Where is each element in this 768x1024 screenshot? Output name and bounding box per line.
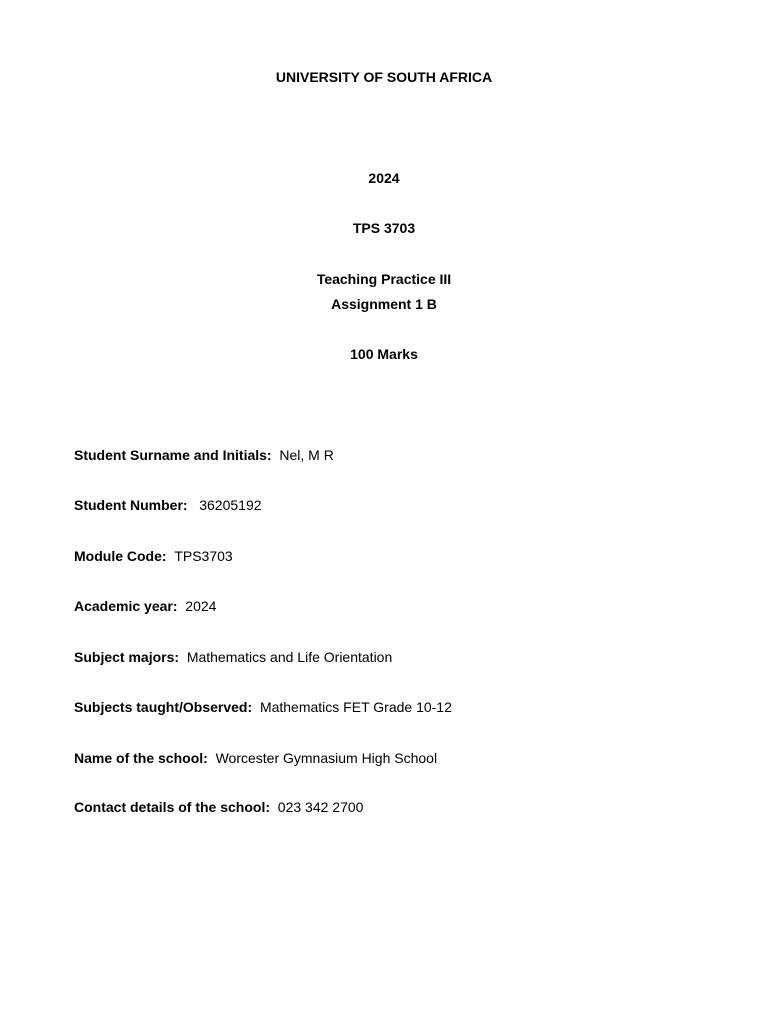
field-label: Module Code:: [74, 548, 167, 564]
field-subjects-taught: [74, 698, 452, 716]
field-label: Name of the school:: [74, 750, 208, 766]
field-label: Academic year:: [74, 598, 178, 614]
field-value: Nel, M R: [279, 447, 334, 463]
field-value: 36205192: [199, 497, 262, 513]
field-label: Student Surname and Initials:: [74, 447, 272, 463]
field-school-contact: [74, 798, 363, 816]
field-subject-majors: [74, 648, 392, 666]
field-value: 023 342 2700: [277, 799, 364, 815]
module-heading: TPS 3703: [352, 220, 416, 236]
field-label: Contact details of the school:: [74, 799, 271, 815]
assignment-title: Assignment 1 B: [331, 296, 437, 312]
field-value: Mathematics and Life Orientation: [186, 649, 393, 665]
field-academic-year: [74, 597, 216, 615]
field-module-code: [74, 547, 233, 565]
field-school-name: [74, 749, 437, 767]
field-value: Worcester Gymnasium High School: [215, 750, 438, 766]
field-student-surname: [74, 446, 334, 464]
field-value: 2024: [185, 598, 217, 614]
year-heading: 2024: [368, 170, 400, 186]
field-label: Subjects taught/Observed:: [74, 699, 253, 715]
field-label: Subject majors:: [74, 649, 180, 665]
marks-heading: 100 Marks: [350, 346, 418, 362]
field-value: Mathematics FET Grade 10-12: [259, 699, 452, 715]
university-title: UNIVERSITY OF SOUTH AFRICA: [275, 69, 493, 85]
field-label: Student Number:: [74, 497, 188, 513]
field-value: TPS3703: [174, 548, 233, 564]
field-student-number: [74, 496, 262, 514]
course-title: Teaching Practice III: [316, 271, 452, 287]
